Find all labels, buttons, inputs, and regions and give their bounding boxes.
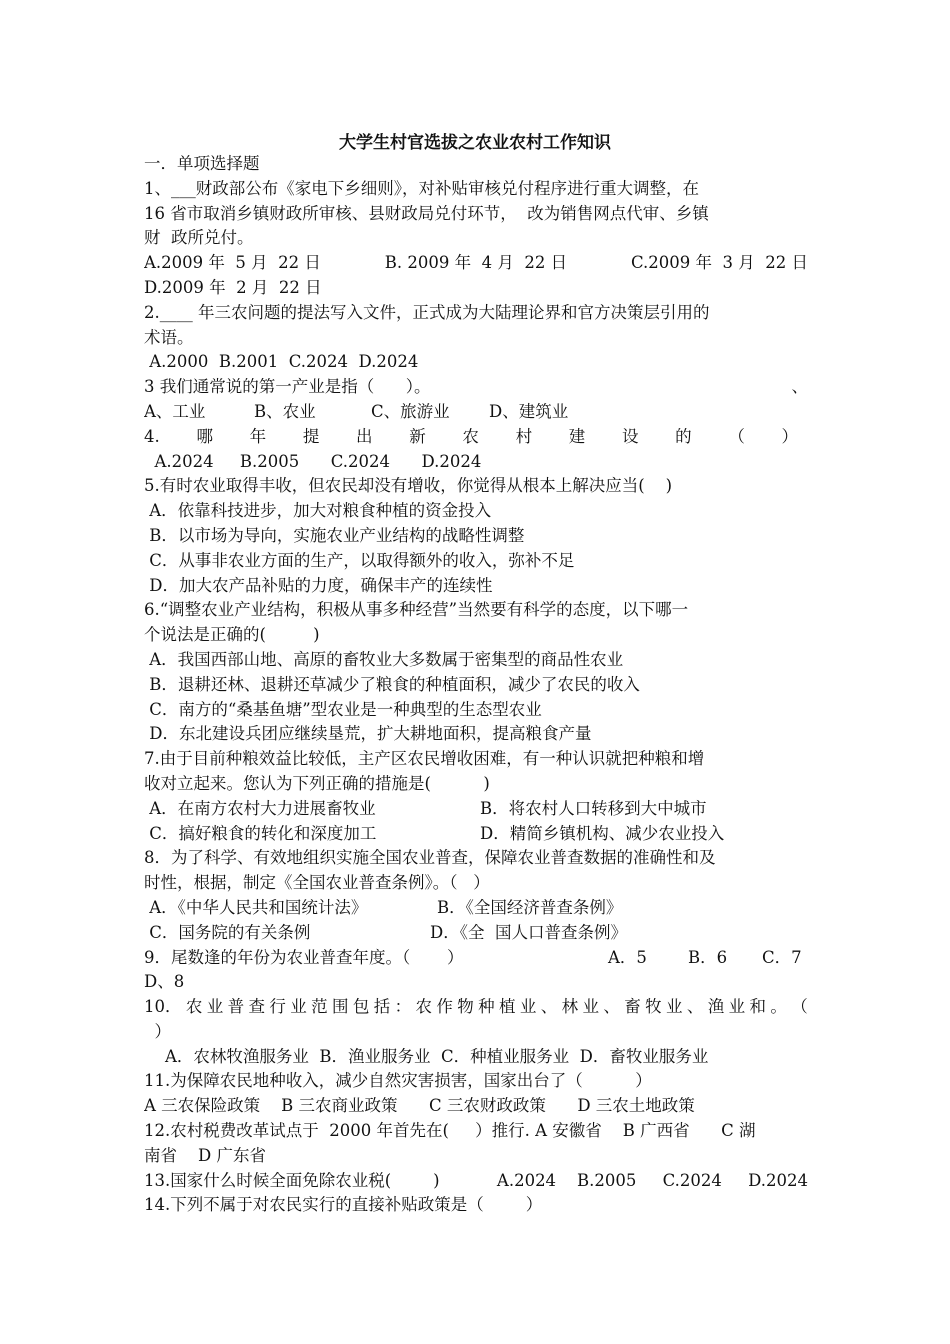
question-6-option-c: C．南方的“桑基鱼塘”型农业是一种典型的生态型农业 (144, 699, 542, 719)
question-1-options (144, 251, 808, 276)
option-d: D．《全 国人口普查条例》 (430, 922, 627, 942)
option-c: C．国务院的有关条例 (144, 922, 311, 942)
question-13-options: A.2024 B.2005 C.2024 D.2024 (496, 1170, 808, 1190)
question-3-stem: 3 我们通常说的第一产业是指（ ）。 、 (144, 375, 808, 400)
option-c: C.2009 年 3 月 22 日 (631, 253, 808, 273)
option-b: B．6 (688, 947, 728, 967)
option-a: A．在南方农村大力进展畜牧业 (144, 798, 376, 818)
question-12-line-2: 南省 D 广东省 (144, 1145, 266, 1165)
question-8-options-cd (144, 921, 808, 946)
option-b: B．将农村人口转移到大中城市 (480, 798, 707, 818)
question-1-option-d: D.2009 年 2 月 22 日 (144, 277, 322, 297)
document-title: 大学生村官选拔之农业农村工作知识 (339, 133, 611, 153)
option-a: A.2009 年 5 月 22 日 (144, 253, 321, 273)
question-9-stem: 9．尾数逢的年份为农业普查年度。（ ） A．5 B．6 C．7 (144, 946, 808, 971)
stray-mark: 、 (791, 377, 808, 397)
question-7-options-ab (144, 797, 808, 822)
option-a: A．《中华人民共和国统计法》 (144, 897, 368, 917)
option-d: D．精简乡镇机构、减少农业投入 (480, 823, 725, 843)
document-body (144, 152, 808, 1218)
question-7-options-cd (144, 822, 808, 847)
question-11-options: A 三农保险政策 B 三农商业政策 C 三农财政政策 D 三农土地政策 (144, 1096, 695, 1116)
question-4-options: A.2024 B.2005 C.2024 D.2024 (144, 451, 482, 471)
option-a: A．5 (608, 947, 647, 967)
question-10-stem: 10． 农 业 普 查 行 业 范 围 包 括 ： 农 作 物 种 植 业 、 林 业 、 畜 牧 业 、 渔 业 和 。 （ (144, 997, 808, 1017)
question-5-option-d: D．加大农产品补贴的力度，确保丰产的连续性 (144, 575, 493, 595)
question-1-line-2: 16 省市取消乡镇财政所审核、县财政局兑付环节， 改为销售网点代审、乡镇 (144, 203, 709, 223)
option-d: D、建筑业 (489, 401, 569, 421)
option-b: B．《全国经济普查条例》 (437, 897, 623, 917)
option-c: C、旅游业 (371, 401, 450, 421)
question-14-stem: 14.下列不属于对农民实行的直接补贴政策是（ ） (144, 1195, 543, 1215)
question-6-option-a: A．我国西部山地、高原的畜牧业大多数属于密集型的商品性农业 (144, 649, 624, 669)
question-5-stem: 5.有时农业取得丰收，但农民却没有增收，你觉得从根本上解决应当( ) (144, 476, 673, 496)
question-5-option-c: C．从事非农业方面的生产，以取得额外的收入，弥补不足 (144, 550, 575, 570)
question-1-line-3: 财 政所兑付。 (144, 228, 254, 248)
question-10-options: A．农林牧渔服务业 B．渔业服务业 C．种植业服务业 D．畜牧业服务业 (144, 1046, 709, 1066)
question-13-stem: 13.国家什么时候全面免除农业税( ) A.2024 B.2005 C.2024 D.2024 (144, 1169, 808, 1194)
option-b: B、农业 (254, 401, 316, 421)
section-heading: 一．单项选择题 (144, 154, 260, 173)
question-6-option-b: B．退耕还林、退耕还草减少了粮食的种植面积，减少了农民的收入 (144, 674, 640, 694)
question-2-options: A.2000 B.2001 C.2024 D.2024 (144, 352, 419, 372)
question-5-option-b: B．以市场为导向，实施农业产业结构的战略性调整 (144, 525, 525, 545)
question-1-line-1: 1、___财政部公布《家电下乡细则》，对补贴审核兑付程序进行重大调整，在 (144, 178, 699, 198)
question-8-line-2: 时性，根据，制定《全国农业普查条例》。（ ） (144, 873, 490, 893)
question-2-line-1: 2.____ 年三农问题的提法写入文件，正式成为大陆理论界和官方决策层引用的 (144, 302, 710, 322)
question-7-line-1: 7.由于目前种粮效益比较低，主产区农民增收困难，有一种认识就把种粮和增 (144, 749, 705, 769)
option-b: B. 2009 年 4 月 22 日 (384, 253, 568, 273)
question-8-line-1: 8．为了科学、有效地组织实施全国农业普查，保障农业普查数据的准确性和及 (144, 848, 716, 868)
question-10-line-2: ） (144, 1021, 171, 1041)
question-3-options (144, 400, 808, 425)
question-5-option-a: A．依靠科技进步，加大对粮食种植的资金投入 (144, 501, 492, 521)
question-7-line-2: 收对立起来。您认为下列正确的措施是( ) (144, 773, 490, 793)
option-c: C．7 (762, 947, 802, 967)
option-c: C．搞好粮食的转化和深度加工 (144, 823, 377, 843)
question-6-line-2: 个说法是正确的( ) (144, 625, 320, 645)
question-11-stem: 11.为保障农民地种收入，减少自然灾害损害，国家出台了（ ） (144, 1071, 652, 1091)
question-9-option-d: D、8 (144, 972, 185, 992)
question-6-line-1: 6.“调整农业产业结构，积极从事多种经营”当然要有科学的态度，以下哪一 (144, 600, 689, 620)
question-12-line-1: 12.农村税费改革试点于 2000 年首先在( ）推行. A 安徽省 B 广西省 C 湖 (144, 1121, 756, 1141)
option-a: A、工业 (144, 401, 206, 421)
question-2-line-2: 术语。 (144, 327, 194, 347)
question-4-stem: 4. 哪 年 提 出 新 农 村 建 设 的 （ ） (144, 426, 798, 446)
question-6-option-d: D．东北建设兵团应继续垦荒，扩大耕地面积，提高粮食产量 (144, 724, 592, 744)
question-8-options-ab (144, 896, 808, 921)
